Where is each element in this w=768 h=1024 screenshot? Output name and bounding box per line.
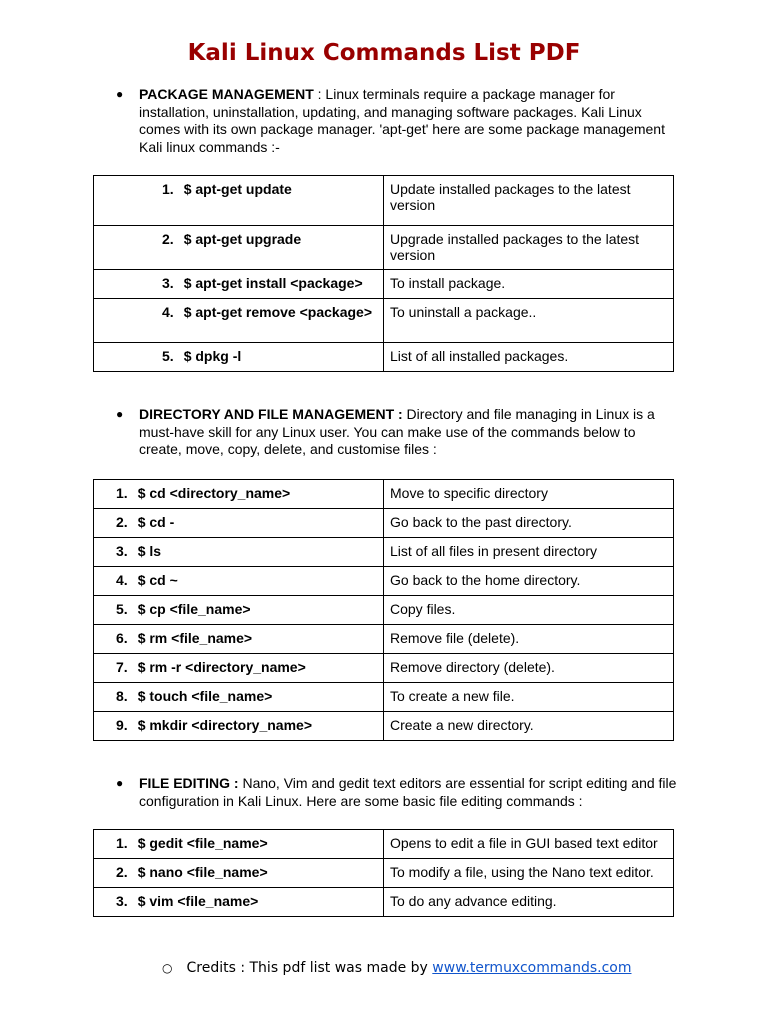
- row-number: 3.: [162, 275, 174, 291]
- command-cell: [94, 888, 384, 917]
- command-cell: [94, 712, 384, 741]
- section-description: Directory and file managing in Linux is a must-have skill for any Linux user. You can make use of the commands below to create, move, copy, delete, and customise files :: [139, 406, 655, 457]
- row-number: 5.: [116, 601, 128, 617]
- credits-link[interactable]: www.termuxcommands.com: [432, 960, 632, 976]
- section-intro-package-management: [116, 86, 678, 156]
- command-text: $ cp <file_name>: [137, 601, 251, 617]
- row-number: 2.: [116, 864, 128, 880]
- command-text: $ ls: [137, 543, 162, 559]
- command-cell: [94, 859, 384, 888]
- table-row: [94, 888, 674, 917]
- command-cell: [94, 270, 384, 299]
- command-text: $ gedit <file_name>: [137, 835, 268, 851]
- bullet-icon: ●: [116, 87, 124, 101]
- description-cell: Remove directory (delete).: [384, 654, 674, 683]
- row-number: 3.: [116, 543, 128, 559]
- command-text: $ cd -: [137, 514, 175, 530]
- package-management-table: [93, 175, 674, 372]
- table-row: [94, 480, 674, 509]
- command-cell: [94, 509, 384, 538]
- command-text: $ apt-get install <package>: [183, 275, 363, 291]
- description-cell: To do any advance editing.: [384, 888, 674, 917]
- command-text: $ apt-get update: [183, 181, 292, 197]
- command-text: $ vim <file_name>: [137, 893, 259, 909]
- row-number: 9.: [116, 717, 128, 733]
- command-cell: [94, 567, 384, 596]
- table-row: [94, 176, 674, 226]
- directory-file-management-table: [93, 479, 674, 741]
- command-text: $ apt-get upgrade: [183, 231, 302, 247]
- row-number: 1.: [116, 835, 128, 851]
- bullet-icon: ●: [116, 776, 124, 790]
- command-text: $ dpkg -l: [183, 348, 242, 364]
- row-number: 4.: [116, 572, 128, 588]
- section-text: [139, 775, 678, 810]
- row-number: 6.: [116, 630, 128, 646]
- table-row: [94, 712, 674, 741]
- row-number: 2.: [162, 231, 174, 247]
- table-row: [94, 509, 674, 538]
- command-cell: [94, 299, 384, 343]
- command-cell: [94, 683, 384, 712]
- table-row: [94, 270, 674, 299]
- command-cell: [94, 596, 384, 625]
- command-cell: [94, 176, 384, 226]
- row-number: 8.: [116, 688, 128, 704]
- section-intro-directory-file-management: [116, 406, 678, 459]
- table-row: [94, 830, 674, 859]
- table-row: [94, 299, 674, 343]
- table-row: [94, 625, 674, 654]
- table-row: [94, 538, 674, 567]
- row-number: 1.: [162, 181, 174, 197]
- description-cell: Opens to edit a file in GUI based text editor: [384, 830, 674, 859]
- description-cell: Create a new directory.: [384, 712, 674, 741]
- row-number: 3.: [116, 893, 128, 909]
- table-row: [94, 343, 674, 372]
- table-row: [94, 683, 674, 712]
- credits-text: Credits : This pdf list was made by: [186, 960, 433, 976]
- table-row: [94, 596, 674, 625]
- command-text: $ touch <file_name>: [137, 688, 273, 704]
- command-text: $ rm -r <directory_name>: [137, 659, 306, 675]
- table-row: [94, 226, 674, 270]
- document-title: Kali Linux Commands List PDF: [187, 40, 581, 66]
- description-cell: Go back to the home directory.: [384, 567, 674, 596]
- command-text: $ rm <file_name>: [137, 630, 253, 646]
- row-number: 5.: [162, 348, 174, 364]
- command-text: $ nano <file_name>: [137, 864, 268, 880]
- row-number: 4.: [162, 304, 174, 320]
- description-cell: To modify a file, using the Nano text editor.: [384, 859, 674, 888]
- table-row: [94, 567, 674, 596]
- row-number: 7.: [116, 659, 128, 675]
- circle-bullet-icon: ○: [162, 961, 173, 975]
- command-cell: [94, 654, 384, 683]
- table-row: [94, 859, 674, 888]
- row-number: 1.: [116, 485, 128, 501]
- command-cell: [94, 830, 384, 859]
- description-cell: Update installed packages to the latest version: [384, 176, 674, 226]
- description-cell: List of all files in present directory: [384, 538, 674, 567]
- command-cell: [94, 226, 384, 270]
- command-cell: [94, 343, 384, 372]
- section-heading: PACKAGE MANAGEMENT: [139, 86, 314, 102]
- description-cell: List of all installed packages.: [384, 343, 674, 372]
- command-cell: [94, 538, 384, 567]
- command-text: $ cd ~: [137, 572, 178, 588]
- description-cell: Remove file (delete).: [384, 625, 674, 654]
- bullet-icon: ●: [116, 407, 124, 421]
- file-editing-table: [93, 829, 674, 917]
- section-intro-file-editing: [116, 775, 678, 810]
- section-description: Nano, Vim and gedit text editors are essential for script editing and file configuration in Kali Linux. Here are some basic file editing commands :: [139, 775, 677, 809]
- credits-line: [162, 960, 632, 976]
- description-cell: To uninstall a package..: [384, 299, 674, 343]
- command-text: $ apt-get remove <package>: [183, 304, 372, 320]
- section-text: [139, 86, 678, 156]
- section-description: : Linux terminals require a package manager for installation, uninstallation, updating, and managing software packages. Kali Linux comes with its own package manager. 'apt-get' here are some package management Kali linux commands :-: [139, 86, 665, 155]
- command-cell: [94, 625, 384, 654]
- description-cell: Move to specific directory: [384, 480, 674, 509]
- row-number: 2.: [116, 514, 128, 530]
- description-cell: To create a new file.: [384, 683, 674, 712]
- description-cell: Upgrade installed packages to the latest version: [384, 226, 674, 270]
- description-cell: Copy files.: [384, 596, 674, 625]
- section-heading: DIRECTORY AND FILE MANAGEMENT :: [139, 406, 403, 422]
- description-cell: Go back to the past directory.: [384, 509, 674, 538]
- description-cell: To install package.: [384, 270, 674, 299]
- section-heading: FILE EDITING :: [139, 775, 239, 791]
- command-cell: [94, 480, 384, 509]
- section-text: [139, 406, 678, 459]
- command-text: $ cd <directory_name>: [137, 485, 291, 501]
- table-row: [94, 654, 674, 683]
- command-text: $ mkdir <directory_name>: [137, 717, 312, 733]
